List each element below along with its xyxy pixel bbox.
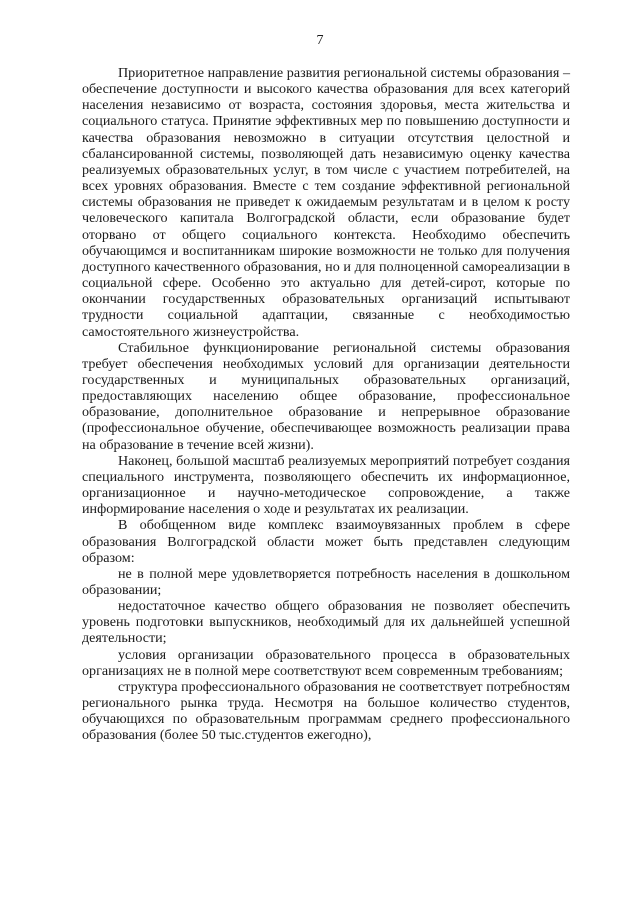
paragraph-priority-direction: Приоритетное направление развития региональной системы образования – обеспечение доступности и высокого качества образования для всех категорий населения независимо от возраста, состояния здоровья, места жительства и социального статуса. Принятие эффективных мер по повышению доступности и качества образования невозможно в ситуации отсутствия целостной и сбалансированной системы, позволяющей дать независимую оценку качества реализуемых образовательных услуг, в том числе с участием потребителей, на всех уровнях образования. Вместе с тем создание эффективной региональной системы образования не приведет к ожидаемым результатам и в целом к росту человеческого капитала Волгоградской области, если образование будет оторвано от общего социального контекста. Необходимо обеспечить обучающимся и воспитанникам широкие возможности не только для получения доступного качественного образования, но и для полноценной самореализации в социальной сфере. Особенно это актуально для детей-сирот, которые по окончании государственных образовательных организаций испытывают трудности социальной адаптации, связанные с необходимостью самостоятельного жизнеустройства. [82, 65, 570, 340]
list-item-general-education: недостаточное качество общего образования не позволяет обеспечить уровень подготовки выпускников, необходимый для их дальнейшей успешной деятельности; [82, 598, 570, 647]
page-number: 7 [316, 33, 324, 48]
list-item-professional-structure: структура профессионального образования не соответствует потребностям регионального рынка труда. Несмотря на большое количество студентов, обучающихся по образовательным программам среднего профессионального образования (более 50 тыс.студентов ежегодно), [82, 678, 570, 744]
paragraph-stable-functioning: Стабильное функционирование региональной системы образования требует обеспечения необходимых условий для организации деятельности государственных и муниципальных образовательных организаций, предоставляющих населению общее образование, профессиональное образование, дополнительное образование и непрерывное образование (профессиональное обучение, обеспечивающее возможность реализации права на образование в течение всей жизни). [82, 339, 570, 453]
paragraph-special-instrument: Наконец, большой масштаб реализуемых мероприятий потребует создания специального инструмента, позволяющего обеспечить их информационное, организационное и научно-методическое сопровождение, а также информирование населения о ходе и результатах их реализации. [82, 452, 570, 518]
paragraph-problems-intro: В обобщенном виде комплекс взаимоувязанных проблем в сфере образования Волгоградской области может быть представлен следующим образом: [82, 517, 570, 566]
document-body [82, 65, 570, 744]
list-item-educational-conditions: условия организации образовательного процесса в образовательных организациях не в полной мере соответствуют всем современным требованиям; [82, 646, 570, 679]
list-item-preschool: не в полной мере удовлетворяется потребность населения в дошкольном образовании; [82, 565, 570, 598]
